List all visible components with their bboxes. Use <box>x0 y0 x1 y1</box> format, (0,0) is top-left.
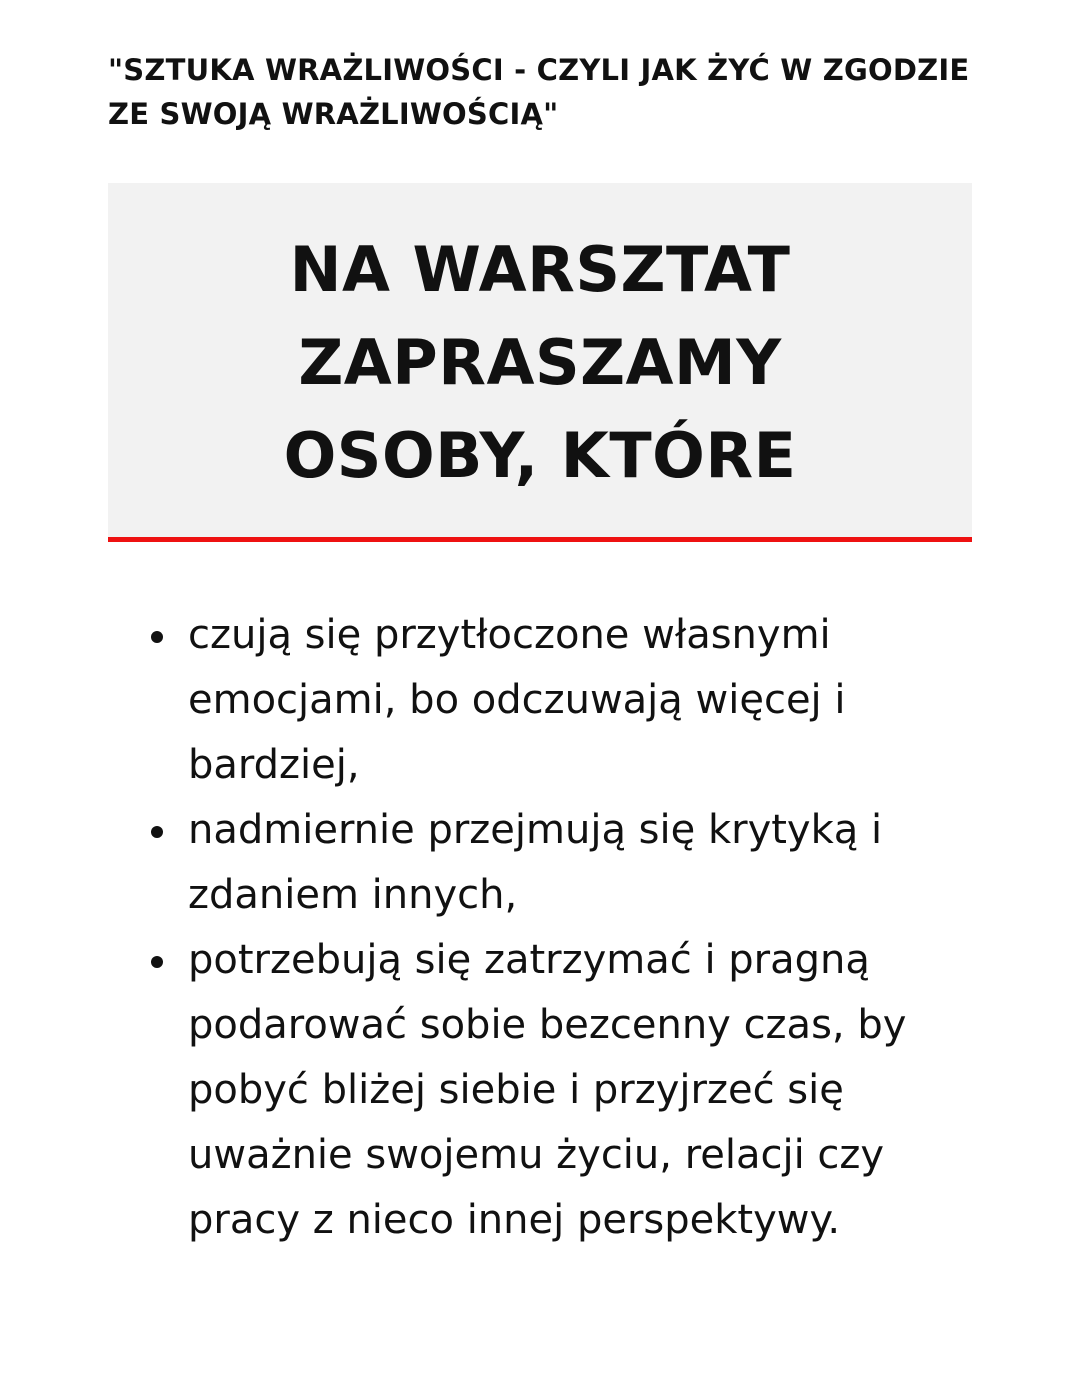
bullet-icon <box>151 631 163 643</box>
headline <box>108 223 972 502</box>
kicker-line: ZE SWOJĄ WRAŻLIWOŚCIĄ" <box>108 97 559 131</box>
list-item-line: potrzebują się zatrzymać i pragną <box>188 937 870 983</box>
event-title-kicker <box>108 48 968 136</box>
list-item-line: bardziej, <box>188 742 360 788</box>
list-item-line: zdaniem innych, <box>188 872 518 918</box>
bullet-icon <box>151 826 163 838</box>
list-item-line: nadmiernie przejmują się krytyką i <box>188 807 883 853</box>
list-item-line: pobyć bliżej siebie i przyjrzeć się <box>188 1067 844 1113</box>
list-item-line: uważnie swojemu życiu, relacji czy <box>188 1132 885 1178</box>
bullet-icon <box>151 956 163 968</box>
headline-box <box>108 183 972 542</box>
list-item-line: pracy z nieco innej perspektywy. <box>188 1197 841 1243</box>
list-item <box>188 798 988 928</box>
headline-line: ZAPRASZAMY <box>298 326 782 399</box>
list-item-line: czują się przytłoczone własnymi <box>188 612 831 658</box>
headline-line: OSOBY, KTÓRE <box>283 419 797 492</box>
list-item <box>188 603 988 798</box>
invitation-list <box>188 603 988 1253</box>
list-item-line: podarować sobie bezcenny czas, by <box>188 1002 907 1048</box>
list-item <box>188 928 988 1253</box>
list-item-line: emocjami, bo odczuwają więcej i <box>188 677 846 723</box>
kicker-line: "SZTUKA WRAŻLIWOŚCI - CZYLI JAK ŻYĆ W ZGODZIE <box>108 53 970 87</box>
headline-line: NA WARSZTAT <box>289 233 791 306</box>
